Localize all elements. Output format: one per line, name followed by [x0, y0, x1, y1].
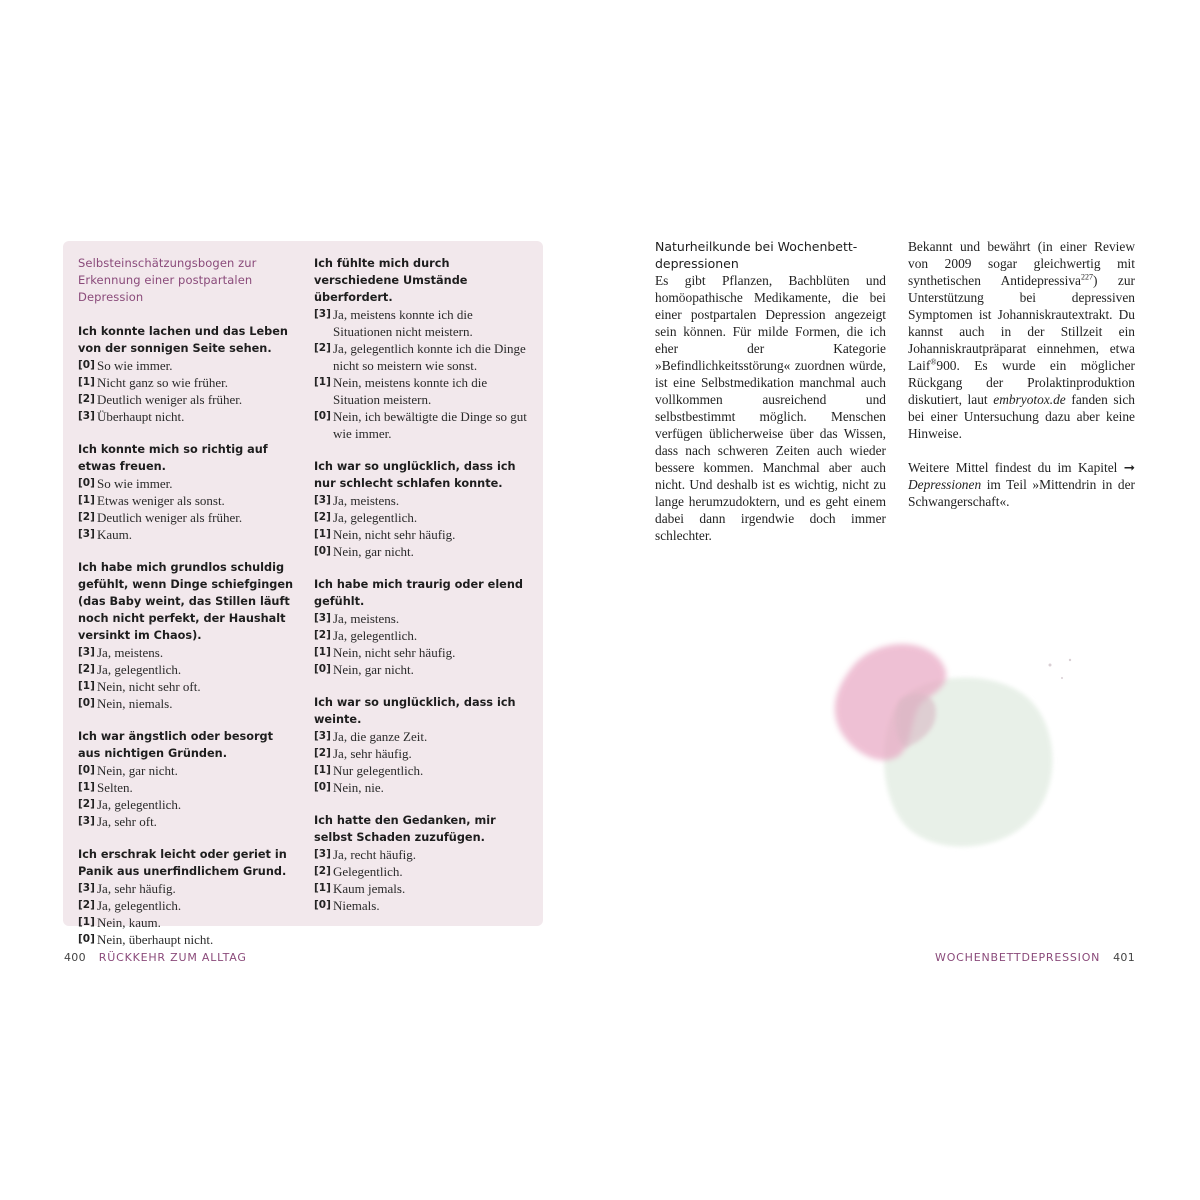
footer-left — [64, 951, 247, 964]
question-text: Ich war so unglücklich, dass ich nur schlecht schlafen konnte. — [314, 460, 516, 490]
answer-text: Ja, meistens konnte ich die Situationen nicht meistern. — [333, 307, 473, 339]
answer-option — [78, 813, 296, 830]
answer-text: Ja, gelegentlich konnte ich die Dinge nicht so meistern wie sonst. — [333, 341, 526, 373]
answer-option — [314, 762, 532, 779]
answer-score: [1] — [78, 916, 95, 928]
answer-score: [0] — [78, 933, 95, 945]
answer-option — [78, 931, 296, 948]
answer-score: [0] — [78, 697, 95, 709]
watercolor-illustration — [830, 630, 1090, 860]
splatter-dot — [1069, 659, 1071, 661]
splatter-dot — [1049, 664, 1052, 667]
embryotox-link[interactable]: embryotox.de — [993, 392, 1066, 407]
text-span: 900. Es wurde ein möglicher Rückgang der Prolaktinproduktion diskutiert, laut — [908, 358, 1135, 407]
answer-score: [3] — [314, 494, 331, 506]
question-text: Ich konnte mich so richtig auf etwas freuen. — [78, 443, 268, 473]
answer-option — [78, 408, 296, 425]
answer-score: [3] — [78, 528, 95, 540]
answer-option — [314, 880, 532, 897]
question-text: Ich war so unglücklich, dass ich weinte. — [314, 696, 516, 726]
answer-score: [0] — [314, 410, 331, 422]
article-heading: Naturheilkunde bei Wochenbettdepressionen — [655, 239, 858, 271]
answer-score: [1] — [314, 646, 331, 658]
answer-option — [78, 914, 296, 931]
answer-option — [78, 357, 296, 374]
answer-text: Ja, sehr oft. — [97, 814, 157, 829]
answer-text: Ja, gelegentlich. — [97, 662, 182, 677]
answer-text: Nein, gar nicht. — [97, 763, 178, 778]
answer-score: [0] — [314, 663, 331, 675]
answer-score: [2] — [78, 663, 95, 675]
answer-option — [78, 644, 296, 661]
text-span: fanden sich bei einer Untersuchung dazu aber keine Hinweise. — [908, 392, 1135, 441]
answer-option — [78, 374, 296, 391]
footnote-ref: 227 — [1080, 272, 1093, 282]
answer-option — [78, 526, 296, 543]
article-paragraph-3 — [908, 459, 1135, 510]
splatter-dot — [1061, 677, 1063, 679]
question-block — [314, 576, 532, 678]
answer-score: [0] — [314, 781, 331, 793]
answer-text: Nein, gar nicht. — [333, 544, 414, 559]
answer-score: [3] — [78, 815, 95, 827]
text-span: Weitere Mittel findest du im Kapitel ➞ — [908, 460, 1135, 475]
answer-score: [2] — [78, 511, 95, 523]
article-paragraph-2 — [908, 238, 1135, 442]
answer-text: Nur gelegentlich. — [333, 763, 424, 778]
answer-score: [2] — [314, 865, 331, 877]
answer-text: Ja, sehr häufig. — [97, 881, 176, 896]
answer-text: Niemals. — [333, 898, 380, 913]
question-text: Ich hatte den Gedanken, mir selbst Schaden zuzufügen. — [314, 814, 496, 844]
question-text: Ich konnte lachen und das Leben von der sonnigen Seite sehen. — [78, 325, 288, 355]
answer-text: Nein, nicht sehr häufig. — [333, 527, 456, 542]
answer-score: [2] — [314, 629, 331, 641]
question-block — [314, 694, 532, 796]
answer-text: Kaum. — [97, 527, 133, 542]
question-text: Ich habe mich traurig oder elend gefühlt. — [314, 578, 523, 608]
answer-text: Nein, nie. — [333, 780, 384, 795]
question-block — [78, 323, 296, 425]
answer-text: Deutlich weniger als früher. — [97, 510, 243, 525]
answer-text: Nein, nicht sehr häufig. — [333, 645, 456, 660]
answer-text: Überhaupt nicht. — [97, 409, 185, 424]
answer-text: Ja, meistens. — [333, 611, 400, 626]
page-number-right: 401 — [1113, 951, 1135, 964]
article-column-1 — [655, 238, 886, 544]
questionnaire-column-1 — [78, 255, 296, 964]
answer-text: Ja, gelegentlich. — [333, 628, 418, 643]
answer-text: Ja, die ganze Zeit. — [333, 729, 428, 744]
footer-right — [935, 951, 1135, 964]
answer-text: So wie immer. — [97, 476, 173, 491]
question-block — [78, 846, 296, 948]
answer-score: [3] — [314, 730, 331, 742]
question-list-2 — [314, 255, 532, 914]
answer-option — [78, 762, 296, 779]
answer-option — [78, 509, 296, 526]
question-text: Ich habe mich grundlos schuldig gefühlt, wenn Dinge schiefgingen (das Baby weint, das Stillen läuft noch nicht perfekt, der Haushalt versinkt im Chaos). — [78, 561, 294, 642]
question-text: Ich fühlte mich durch verschiedene Umstände überfordert. — [314, 257, 468, 304]
answer-text: So wie immer. — [97, 358, 173, 373]
answer-score: [3] — [314, 612, 331, 624]
answer-text: Selten. — [97, 780, 133, 795]
answer-score: [0] — [314, 545, 331, 557]
question-block — [314, 458, 532, 560]
answer-text: Nein, nicht sehr oft. — [97, 679, 201, 694]
answer-text: Ja, sehr häufig. — [333, 746, 412, 761]
answer-option — [314, 728, 532, 745]
answer-text: Nein, meistens konnte ich die Situation meistern. — [333, 375, 488, 407]
question-block — [78, 441, 296, 543]
answer-text: Nein, kaum. — [97, 915, 161, 930]
question-block — [78, 728, 296, 830]
page-number-left: 400 — [64, 951, 86, 964]
answer-option — [314, 745, 532, 762]
answer-option — [314, 661, 532, 678]
questionnaire-column-2 — [314, 255, 532, 930]
answer-text: Nein, niemals. — [97, 696, 173, 711]
answer-score: [1] — [314, 528, 331, 540]
answer-option — [314, 340, 532, 374]
answer-score: [2] — [78, 798, 95, 810]
answer-option — [314, 509, 532, 526]
answer-score: [1] — [314, 764, 331, 776]
answer-text: Ja, gelegentlich. — [97, 898, 182, 913]
answer-option — [314, 543, 532, 560]
answer-text: Nein, überhaupt nicht. — [97, 932, 214, 947]
answer-option — [78, 475, 296, 492]
answer-option — [78, 695, 296, 712]
answer-score: [3] — [78, 882, 95, 894]
answer-score: [1] — [78, 781, 95, 793]
question-text: Ich erschrak leicht oder geriet in Panik aus unerfindlichem Grund. — [78, 848, 287, 878]
answer-score: [2] — [314, 747, 331, 759]
question-block — [78, 559, 296, 712]
answer-score: [2] — [314, 511, 331, 523]
answer-score: [3] — [314, 308, 331, 320]
answer-option — [78, 897, 296, 914]
answer-option — [314, 492, 532, 509]
answer-text: Deutlich weniger als früher. — [97, 392, 243, 407]
answer-option — [78, 796, 296, 813]
answer-text: Kaum jemals. — [333, 881, 406, 896]
answer-text: Nein, ich bewältigte die Dinge so gut wie immer. — [333, 409, 527, 441]
answer-score: [3] — [78, 646, 95, 658]
chapter-link[interactable]: Depressionen — [908, 477, 982, 492]
running-title-left: RÜCKKEHR ZUM ALLTAG — [98, 951, 247, 964]
answer-option — [314, 644, 532, 661]
answer-score: [1] — [78, 376, 95, 388]
answer-score: [2] — [314, 342, 331, 354]
article-column-2 — [908, 238, 1135, 510]
answer-option — [314, 846, 532, 863]
answer-option — [78, 661, 296, 678]
answer-score: [3] — [78, 410, 95, 422]
answer-option — [314, 306, 532, 340]
answer-text: Gelegentlich. — [333, 864, 403, 879]
answer-option — [78, 678, 296, 695]
answer-option — [314, 863, 532, 880]
answer-text: Ja, gelegentlich. — [97, 797, 182, 812]
answer-option — [314, 374, 532, 408]
answer-option — [314, 408, 532, 442]
answer-option — [314, 627, 532, 644]
answer-score: [0] — [78, 359, 95, 371]
text-span: Bekannt und bewährt (in einer Review von 2009 sogar gleichwertig mit synthetischen Antidepressiva — [908, 239, 1135, 288]
answer-score: [2] — [78, 899, 95, 911]
answer-text: Ja, meistens. — [333, 493, 400, 508]
text-span: im Teil »Mittendrin in der Schwangerschaft«. — [908, 477, 1135, 509]
answer-score: [0] — [314, 899, 331, 911]
text-span: ) zur Unterstützung bei depressiven Symptomen ist Johanniskrautextrakt. Du kannst auch in der Stillzeit ein Johanniskrautpräparat einnehmen, etwa Laif — [908, 273, 1136, 373]
answer-score: [1] — [314, 376, 331, 388]
answer-score: [1] — [314, 882, 331, 894]
answer-option — [78, 880, 296, 897]
answer-option — [314, 897, 532, 914]
question-text: Ich war ängstlich oder besorgt aus nichtigen Gründen. — [78, 730, 274, 760]
answer-option — [314, 779, 532, 796]
answer-text: Ja, meistens. — [97, 645, 164, 660]
registered-mark: ® — [930, 357, 937, 367]
questionnaire-title: Selbsteinschätzungsbogen zur Erkennung einer postpartalen Depression — [78, 256, 257, 304]
answer-score: [2] — [78, 393, 95, 405]
answer-score: [3] — [314, 848, 331, 860]
question-list-1 — [78, 323, 296, 948]
answer-text: Etwas weniger als sonst. — [97, 493, 225, 508]
answer-score: [1] — [78, 680, 95, 692]
answer-text: Ja, gelegentlich. — [333, 510, 418, 525]
answer-option — [314, 610, 532, 627]
answer-score: [1] — [78, 494, 95, 506]
answer-score: [0] — [78, 764, 95, 776]
running-title-right: WOCHENBETTDEPRESSION — [935, 951, 1101, 964]
answer-score: [0] — [78, 477, 95, 489]
article-paragraph-1: Es gibt Pflanzen, Bachblüten und homöopathische Medikamente, die bei einer postpartalen Depression angezeigt sein können. Für milde Formen, die ich eher der Kategorie »Befindlichkeitsstörung« zuordnen würde, ist eine Selbstmedikation manchmal auch vollkommen ausreichend und selbstbestimmt möglich. Menschen verfügen üblicherweise über das Wissen, dass nach schweren Zeiten auch wieder bessere kommen. Manchmal aber auch nicht. Und deshalb ist es wichtig, nicht zu lange herumzudoktern, und es geht einem dabei dann irgendwie doch immer schlechter. — [655, 273, 886, 543]
answer-option — [78, 492, 296, 509]
answer-option — [78, 391, 296, 408]
question-block — [314, 255, 532, 442]
question-block — [314, 812, 532, 914]
answer-option — [78, 779, 296, 796]
answer-text: Ja, recht häufig. — [333, 847, 417, 862]
answer-text: Nicht ganz so wie früher. — [97, 375, 229, 390]
answer-option — [314, 526, 532, 543]
answer-text: Nein, gar nicht. — [333, 662, 414, 677]
